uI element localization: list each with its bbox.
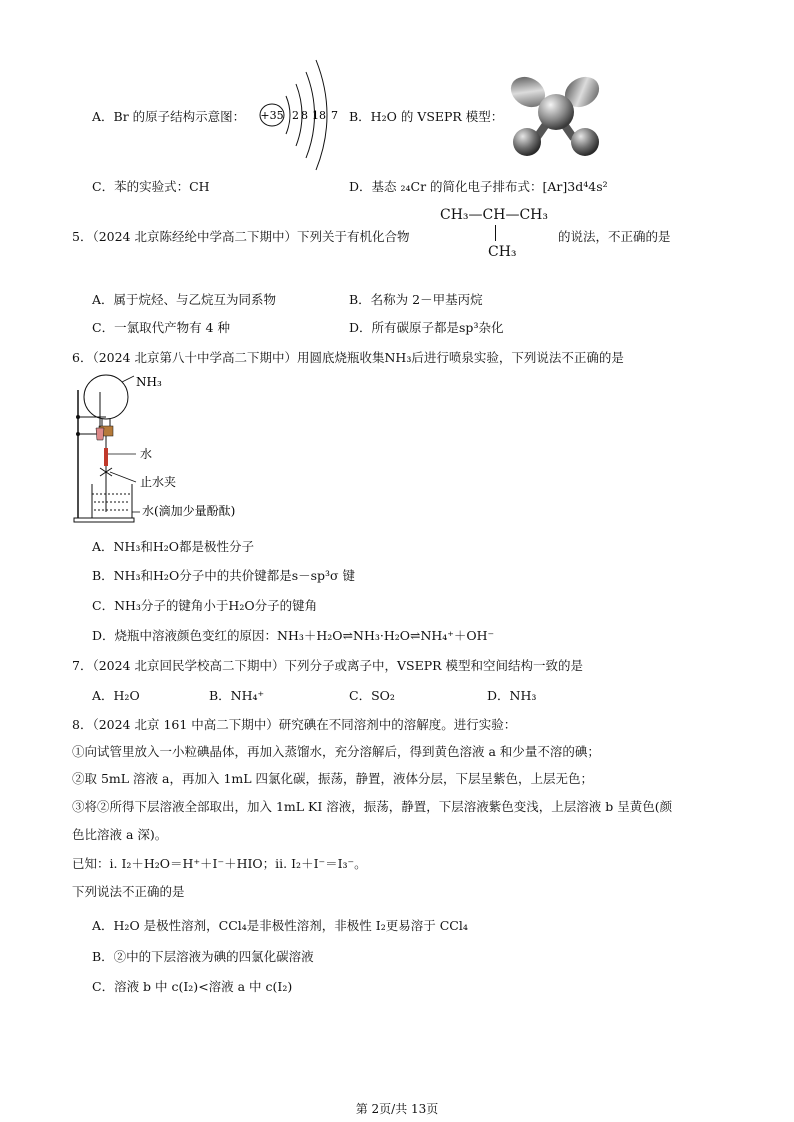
q8-step-1: ①向试管里放入一小粒碘晶体，再加入蒸馏水，充分溶解后，得到黄色溶液 a 和少量不溶的碘；	[72, 744, 600, 759]
q5-structure-top: CH₃—CH—CH₃	[440, 207, 548, 223]
q7-option-b: B．NH₄⁺	[209, 688, 265, 703]
q4-option-c: C．苯的实验式：CH	[92, 179, 210, 194]
q4-option-a: A．Br 的原子结构示意图：	[92, 109, 246, 124]
nucleus-charge: +35	[260, 109, 284, 122]
shell-count-2: 8	[301, 109, 308, 122]
q8-known: 已知：i. I₂＋H₂O＝H⁺＋I⁻＋HIO；ii. I₂＋I⁻＝I₃⁻。	[72, 856, 367, 871]
q8-step-3a: ③将②所得下层溶液全部取出，加入 1mL KI 溶液，振荡，静置，下层溶液紫色变浅，上层溶液 b 呈黄色(颜	[72, 799, 673, 814]
label-beaker: 水(滴加少量酚酞)	[142, 504, 236, 518]
q5-stem-prefix: 5．（2024 北京陈经纶中学高二下期中）下列关于有机化合物	[72, 229, 410, 244]
q8-step-3b: 色比溶液 a 深)。	[72, 827, 168, 842]
q8-step-2: ②取 5mL 溶液 a，再加入 1mL 四氯化碳，振荡，静置，液体分层，下层呈紫色，上层无色；	[72, 771, 594, 786]
q8-option-a: A．H₂O 是极性溶剂，CCl₄是非极性溶剂，非极性 I₂更易溶于 CCl₄	[92, 918, 468, 933]
q5-option-d: D．所有碳原子都是sp³杂化	[349, 320, 504, 335]
label-water: 水	[140, 447, 153, 461]
shell-count-4: 7	[331, 109, 338, 122]
q6-option-c: C．NH₃分子的键角小于H₂O分子的键角	[92, 598, 318, 613]
q8-stem: 8．（2024 北京 161 中高二下期中）研究碘在不同溶剂中的溶解度。进行实验：	[72, 717, 517, 732]
label-nh3: NH₃	[136, 375, 162, 389]
h2o-vsepr-model-image	[500, 70, 612, 160]
q5-structure-bond	[495, 225, 496, 241]
q4-option-d: D．基态 ₂₄Cr 的简化电子排布式：[Ar]3d⁴4s²	[349, 179, 608, 194]
page-footer: 第 2页/共 13页	[355, 1102, 439, 1116]
q6-option-a: A．NH₃和H₂O都是极性分子	[92, 539, 255, 554]
q5-structure-bottom: CH₃	[488, 244, 517, 260]
q5-option-a: A．属于烷烃、与乙烷互为同系物	[92, 292, 277, 307]
q8-option-c: C．溶液 b 中 c(I₂)<溶液 a 中 c(I₂)	[92, 979, 293, 994]
q6-stem: 6．（2024 北京第八十中学高二下期中）用圆底烧瓶收集NH₃后进行喷泉实验，下列说法不正确的是	[72, 350, 624, 365]
q6-option-b: B．NH₃和H₂O分子中的共价键都是s－sp³σ 键	[92, 568, 356, 583]
fountain-experiment-apparatus	[70, 372, 255, 527]
q5-option-c: C．一氯取代产物有 4 种	[92, 320, 230, 335]
shell-count-3: 18	[312, 109, 326, 122]
shell-count-1: 2	[292, 109, 299, 122]
q4-option-b: B．H₂O 的 VSEPR 模型：	[349, 109, 504, 124]
q5-stem-suffix: 的说法，不正确的是	[558, 229, 671, 244]
shell-arc-1	[286, 96, 290, 134]
q7-option-a: A．H₂O	[92, 688, 140, 703]
q8-question: 下列说法不正确的是	[72, 884, 185, 899]
q7-option-c: C．SO₂	[349, 688, 395, 703]
q7-option-d: D．NH₃	[487, 688, 537, 703]
q6-option-d: D．烧瓶中溶液颜色变红的原因：NH₃＋H₂O⇌NH₃·H₂O⇌NH₄⁺＋OH⁻	[92, 628, 495, 643]
q5-option-b: B．名称为 2－甲基丙烷	[349, 292, 483, 307]
q7-stem: 7．（2024 北京回民学校高二下期中）下列分子或离子中，VSEPR 模型和空间结构一致的是	[72, 658, 584, 673]
br-atomic-structure-diagram	[256, 58, 346, 173]
q8-option-b: B．②中的下层溶液为碘的四氯化碳溶液	[92, 949, 314, 964]
label-clamp: 止水夹	[140, 475, 177, 489]
